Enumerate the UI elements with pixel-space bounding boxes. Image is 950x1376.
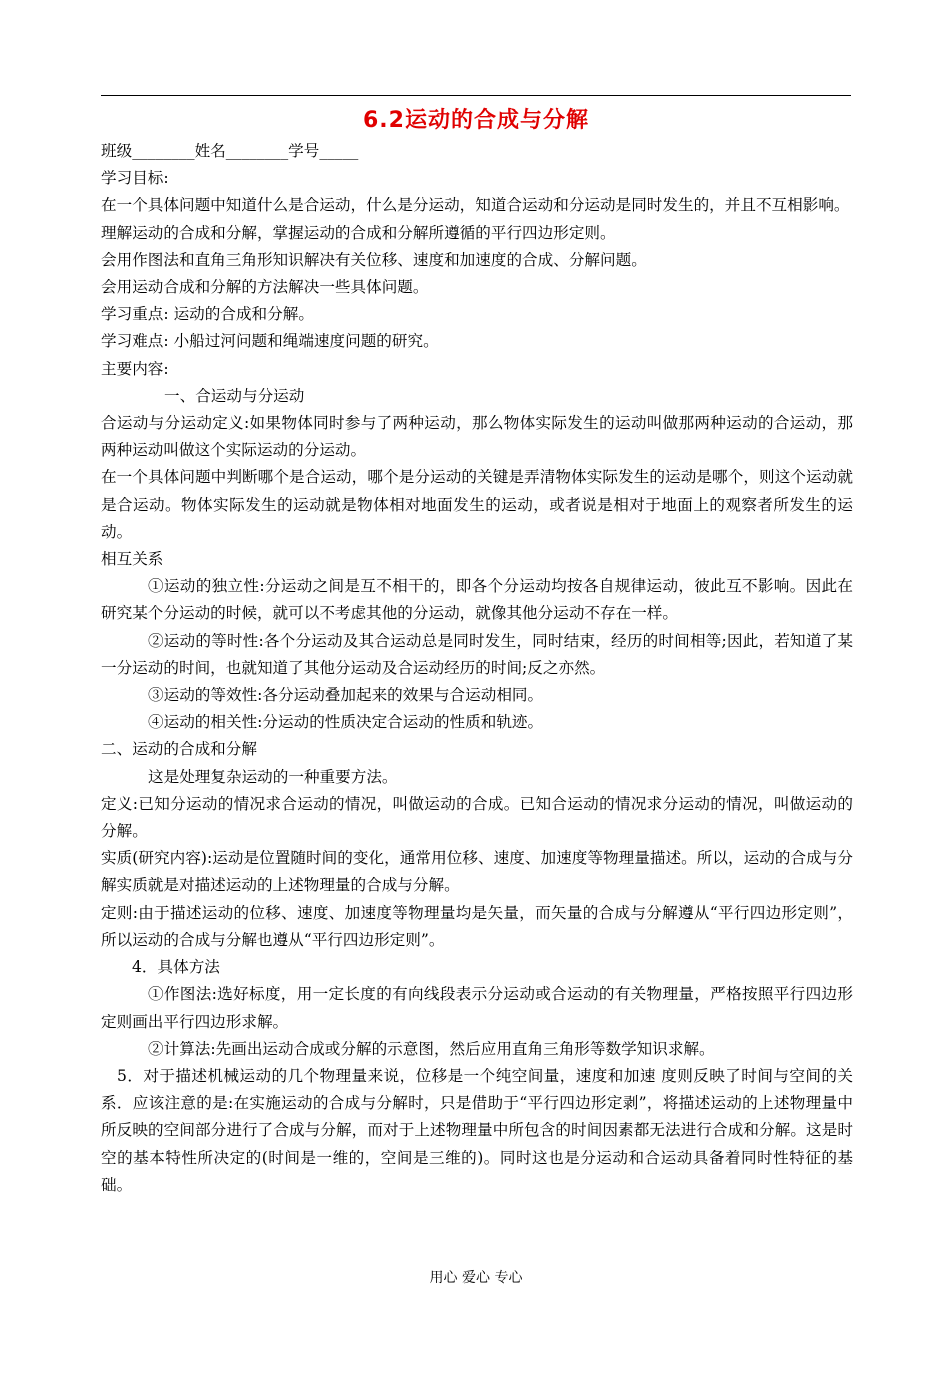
- paragraph: 学习目标:: [101, 169, 169, 188]
- paragraph: 实质(研究内容):运动是位置随时间的变化，通常用位移、速度、加速度等物理量描述。所以，运动的合成与分解实质就是对描述运动的上述物理量的合成与分解。: [101, 849, 853, 895]
- paragraph: ④运动的相关性:分运动的性质决定合运动的性质和轨迹。: [148, 713, 544, 732]
- paragraph: 4．具体方法: [132, 958, 220, 977]
- paragraph: 学习重点: 运动的合成和分解。: [101, 305, 314, 324]
- header-rule: [101, 95, 851, 96]
- paragraph: 5．对于描述机械运动的几个物理量来说，位移是一个纯空间量，速度和加速 度则反映了时间与空间的关系．应该注意的是:在实施运动的合成与分解时，只是借助于“平行四边形定剥”，将描述运动的上述物理量中所反映的空间部分进行了合成与分解，而对于上述物理量中所包含的时间因素都无法进行合成和分解。这是时空的基本特性所决定的(时间是一维的，空间是三维的)。同时这也是分运动和合运动具备着同时性特征的基础。: [101, 1066, 853, 1194]
- paragraph: ②运动的等时性:各个分运动及其合运动总是同时发生，同时结束，经历的时间相等;因此，若知道了某一分运动的时间，也就知道了其他分运动及合运动经历的时间;反之亦然。: [101, 631, 853, 677]
- paragraph: ①作图法:选好标度，用一定长度的有向线段表示分运动或合运动的有关物理量，严格按照平行四边形定则画出平行四边形求解。: [101, 985, 853, 1031]
- paragraph: 这是处理复杂运动的一种重要方法。: [148, 767, 398, 786]
- paragraph: 理解运动的合成和分解，掌握运动的合成和分解所遵循的平行四边形定则。: [101, 223, 616, 242]
- paragraph: 一、合运动与分运动: [164, 386, 305, 405]
- paragraph: 合运动与分运动定义:如果物体同时参与了两种运动，那么物体实际发生的运动叫做那两种运动的合运动，那两种运动叫做这个实际运动的分运动。: [101, 414, 853, 460]
- paragraph: 会用作图法和直角三角形知识解决有关位移、速度和加速度的合成、分解问题。: [101, 250, 647, 269]
- paragraph: 在一个具体问题中知道什么是合运动，什么是分运动，知道合运动和分运动是同时发生的，并且不互相影响。: [101, 196, 850, 215]
- paragraph: 相互关系: [101, 550, 164, 569]
- document-title: 6.2运动的合成与分解: [363, 108, 589, 133]
- page-footer: 用心 爱心 专心: [429, 1270, 523, 1286]
- paragraph: 二、运动的合成和分解: [101, 740, 257, 759]
- paragraph: 主要内容:: [101, 359, 169, 378]
- header-fields: 班级________姓名________学号_____: [101, 142, 359, 160]
- paragraph: ③运动的等效性:各分运动叠加起来的效果与合运动相同。: [148, 686, 544, 705]
- paragraph: 在一个具体问题中判断哪个是合运动，哪个是分运动的关键是弄清物体实际发生的运动是哪个，则这个运动就是合运动。物体实际发生的运动就是物体相对地面发生的运动，或者说是相对于地面上的观察者所发生的运动。: [101, 468, 853, 541]
- content-lines: [101, 165, 853, 1199]
- paragraph: 学习难点: 小船过河问题和绳端速度问题的研究。: [101, 332, 439, 351]
- paragraph: 定则:由于描述运动的位移、速度、加速度等物理量均是矢量，而矢量的合成与分解遵从“平行四边形定则”，所以运动的合成与分解也遵从“平行四边形定则”。: [101, 903, 853, 949]
- document-body: [101, 138, 853, 1199]
- paragraph: 会用运动合成和分解的方法解决一些具体问题。: [101, 278, 429, 297]
- paragraph: ②计算法:先画出运动合成或分解的示意图，然后应用直角三角形等数学知识求解。: [148, 1039, 715, 1058]
- paragraph: 定义:已知分运动的情况求合运动的情况，叫做运动的合成。已知合运动的情况求分运动的情况，叫做运动的分解。: [101, 794, 853, 841]
- paragraph: ①运动的独立性:分运动之间是互不相干的，即各个分运动均按各自规律运动，彼此互不影响。因此在研究某个分运动的时候，就可以不考虑其他的分运动，就像其他分运动不存在一样。: [101, 577, 853, 623]
